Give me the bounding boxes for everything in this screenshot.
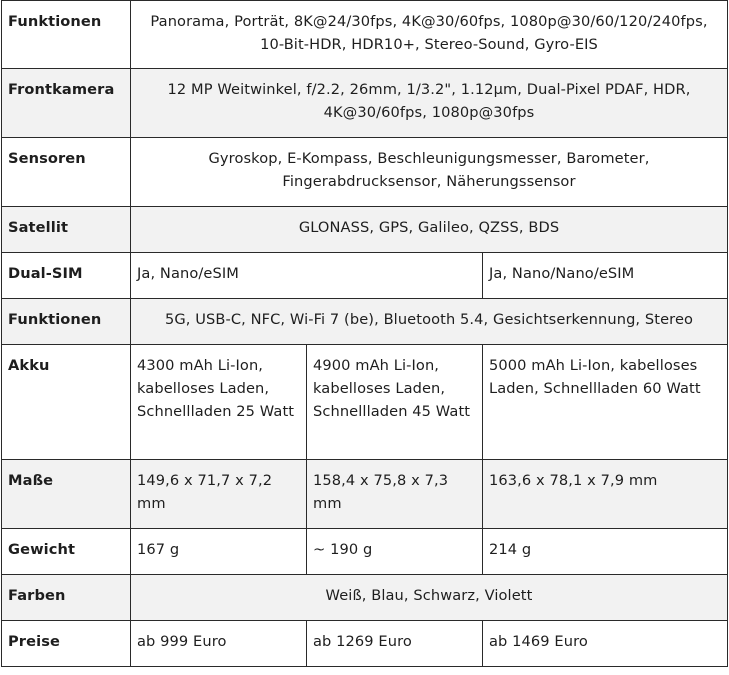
- row-value-dual-sim-b: Ja, Nano/Nano/eSIM: [483, 253, 728, 299]
- row-label-gewicht: Gewicht: [2, 529, 131, 575]
- row-value-dual-sim-a: Ja, Nano/eSIM: [131, 253, 483, 299]
- table-row: [2, 207, 728, 253]
- table-row: [2, 1, 728, 69]
- row-value-masse-2: 158,4 x 75,8 x 7,3 mm: [307, 460, 483, 529]
- row-value-preise-3: ab 1469 Euro: [483, 621, 728, 667]
- row-value-masse-1: 149,6 x 71,7 x 7,2 mm: [131, 460, 307, 529]
- table-row: [2, 345, 728, 460]
- table-row: [2, 253, 728, 299]
- row-value-sensoren: Gyroskop, E-Kompass, Beschleunigungsmesser, Barometer, Fingerabdrucksensor, Näherungssensor: [131, 138, 728, 207]
- row-label-funktionen: Funktionen: [2, 1, 131, 69]
- row-label-masse: Maße: [2, 460, 131, 529]
- row-label-farben: Farben: [2, 575, 131, 621]
- row-value-gewicht-1: 167 g: [131, 529, 307, 575]
- row-value-preise-2: ab 1269 Euro: [307, 621, 483, 667]
- row-value-satellit: GLONASS, GPS, Galileo, QZSS, BDS: [131, 207, 728, 253]
- row-value-gewicht-3: 214 g: [483, 529, 728, 575]
- row-label-preise: Preise: [2, 621, 131, 667]
- row-label-satellit: Satellit: [2, 207, 131, 253]
- table-row: [2, 575, 728, 621]
- row-label-sensoren: Sensoren: [2, 138, 131, 207]
- row-value-funktionen: Panorama, Porträt, 8K@24/30fps, 4K@30/60fps, 1080p@30/60/120/240fps, 10-Bit-HDR, HDR10+, Stereo-Sound, Gyro-EIS: [131, 1, 728, 69]
- row-label-frontkamera: Frontkamera: [2, 69, 131, 138]
- row-label-dual-sim: Dual-SIM: [2, 253, 131, 299]
- row-label-funktionen-2: Funktionen: [2, 299, 131, 345]
- row-value-farben: Weiß, Blau, Schwarz, Violett: [131, 575, 728, 621]
- table-row: [2, 299, 728, 345]
- specs-table: [1, 0, 728, 667]
- table-row: [2, 138, 728, 207]
- row-value-akku-2: 4900 mAh Li-Ion, kabelloses Laden, Schnellladen 45 Watt: [307, 345, 483, 460]
- table-row: [2, 460, 728, 529]
- row-value-preise-1: ab 999 Euro: [131, 621, 307, 667]
- table-row: [2, 529, 728, 575]
- table-row: [2, 69, 728, 138]
- row-value-akku-1: 4300 mAh Li-Ion, kabelloses Laden, Schnellladen 25 Watt: [131, 345, 307, 460]
- row-value-frontkamera: 12 MP Weitwinkel, f/2.2, 26mm, 1/3.2", 1.12µm, Dual-Pixel PDAF, HDR, 4K@30/60fps, 1080p@30fps: [131, 69, 728, 138]
- row-value-masse-3: 163,6 x 78,1 x 7,9 mm: [483, 460, 728, 529]
- row-value-funktionen-2: 5G, USB-C, NFC, Wi-Fi 7 (be), Bluetooth 5.4, Gesichtserkennung, Stereo: [131, 299, 728, 345]
- table-row: [2, 621, 728, 667]
- row-value-gewicht-2: ~ 190 g: [307, 529, 483, 575]
- row-value-akku-3: 5000 mAh Li-Ion, kabelloses Laden, Schnellladen 60 Watt: [483, 345, 728, 460]
- row-label-akku: Akku: [2, 345, 131, 460]
